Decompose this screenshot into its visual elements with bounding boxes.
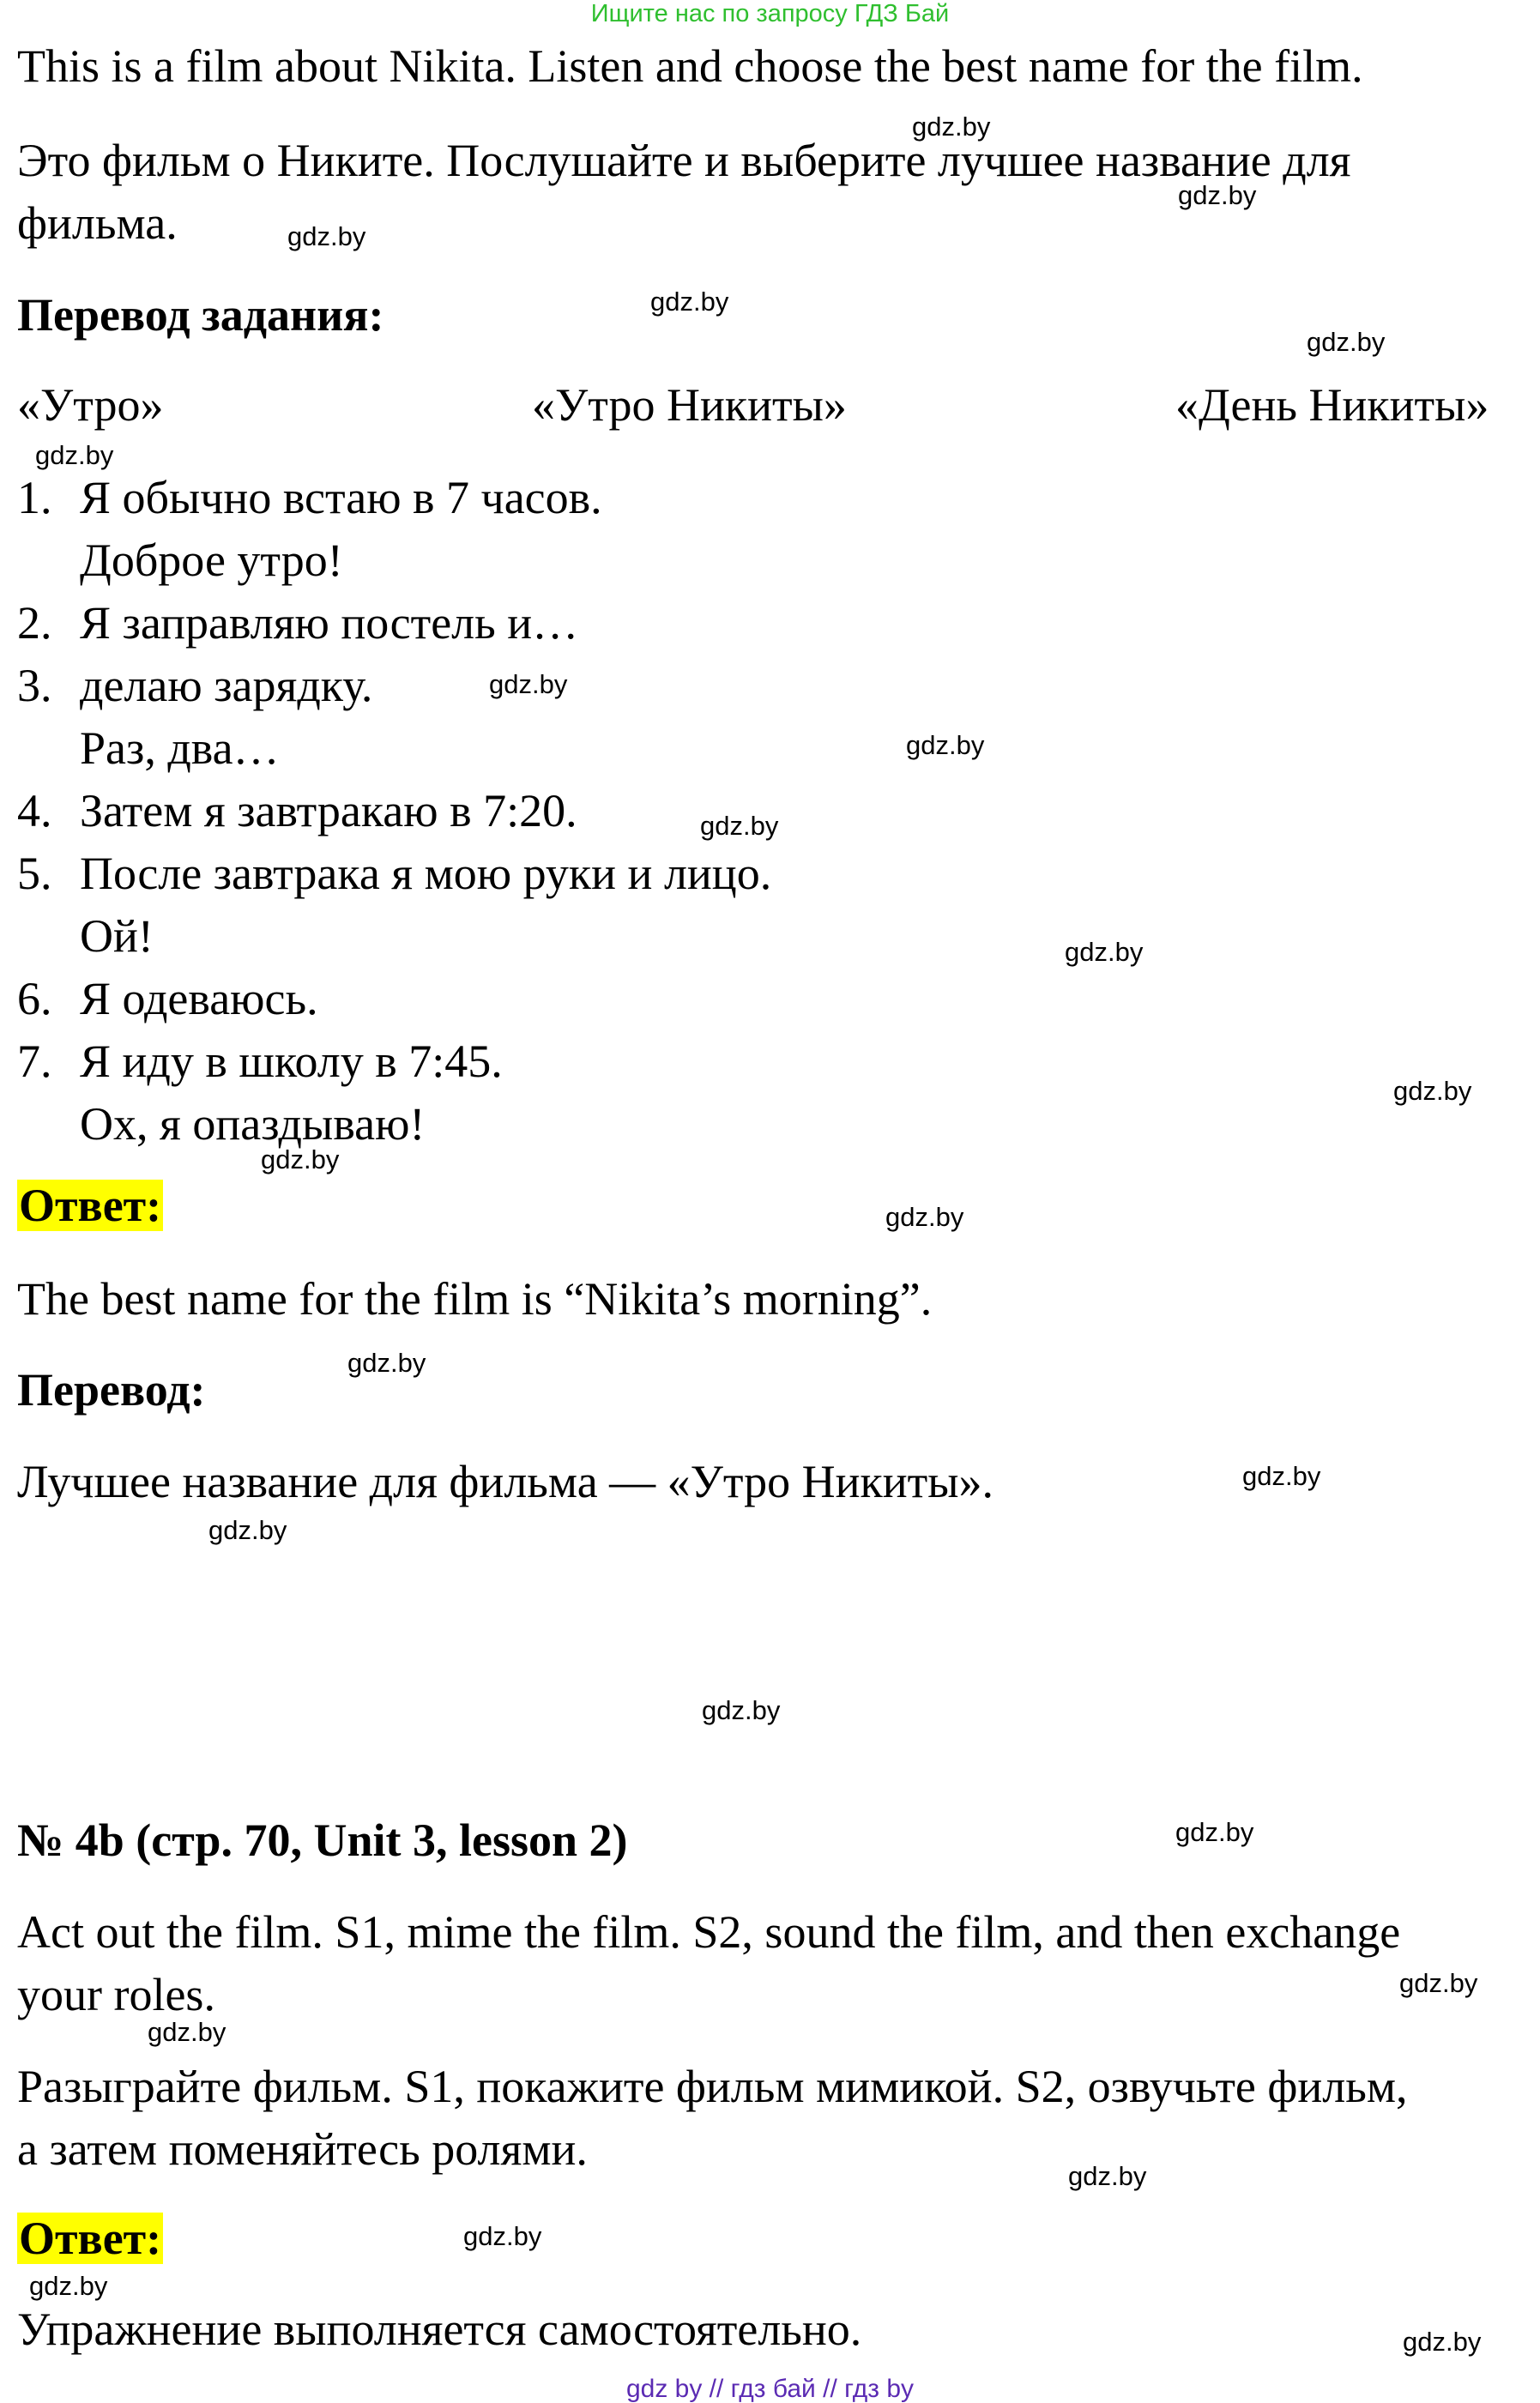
watermark: gdz.by xyxy=(1065,937,1144,967)
list-item: делаю зарядку. xyxy=(80,660,373,711)
translation-text: Лучшее название для фильма — «Утро Никиты». xyxy=(17,1456,994,1507)
list-item: Я обычно встаю в 7 часов. xyxy=(80,472,602,523)
task2-answer-text: Упражнение выполняется самостоятельно. xyxy=(17,2303,862,2355)
watermark: gdz.by xyxy=(912,112,991,142)
task2-instruction-en-line2: your roles. xyxy=(17,1969,215,2020)
task2-answer-label: Ответ: xyxy=(19,2213,162,2264)
list-item: Затем я завтракаю в 7:20. xyxy=(80,785,577,836)
list-item-continuation: Ой! xyxy=(80,910,154,962)
list-item: Я иду в школу в 7:45. xyxy=(80,1035,503,1087)
watermark: gdz.by xyxy=(347,1348,426,1378)
list-item: Я заправляю постель и… xyxy=(80,597,579,649)
watermark: gdz.by xyxy=(1399,1968,1478,1998)
option-3: «День Никиты» xyxy=(1175,379,1489,431)
top-banner[interactable]: Ищите нас по запросу ГДЗ Бай xyxy=(590,0,950,27)
list-number: 3. xyxy=(17,660,52,711)
watermark: gdz.by xyxy=(1403,2327,1482,2357)
task2-instruction-ru-line1: Разыграйте фильм. S1, покажите фильм мимикой. S2, озвучьте фильм, xyxy=(17,2061,1408,2112)
list-item-continuation: Раз, два… xyxy=(80,722,280,774)
watermark: gdz.by xyxy=(261,1144,340,1174)
option-1: «Утро» xyxy=(17,379,164,431)
watermark: gdz.by xyxy=(148,2017,226,2047)
list-number: 7. xyxy=(17,1035,52,1087)
watermark: gdz.by xyxy=(1068,2161,1147,2191)
watermark: gdz.by xyxy=(1178,180,1257,210)
watermark: gdz.by xyxy=(29,2271,108,2301)
list-number: 6. xyxy=(17,973,52,1024)
watermark: gdz.by xyxy=(489,669,568,699)
task1-instruction-ru-line1: Это фильм о Никите. Послушайте и выберите лучшее название для xyxy=(17,135,1351,186)
list-number: 1. xyxy=(17,472,52,523)
list-number: 4. xyxy=(17,785,52,836)
task1-instruction-en: This is a film about Nikita. Listen and choose the best name for the film. xyxy=(17,40,1363,92)
option-2: «Утро Никиты» xyxy=(532,379,847,431)
list-item: После завтрака я мою руки и лицо. xyxy=(80,848,772,899)
watermark: gdz.by xyxy=(650,287,729,317)
list-item-continuation: Ох, я опаздываю! xyxy=(80,1098,426,1150)
watermark: gdz.by xyxy=(287,221,366,251)
watermark: gdz.by xyxy=(1307,327,1386,357)
task2-instruction-en-line1: Act out the film. S1, mime the film. S2, sound the film, and then exchange xyxy=(17,1906,1401,1958)
watermark: gdz.by xyxy=(208,1515,287,1545)
answer-label: Ответ: xyxy=(19,1180,162,1231)
watermark: gdz.by xyxy=(885,1202,964,1232)
list-number: 5. xyxy=(17,848,52,899)
watermark: gdz.by xyxy=(35,440,114,470)
watermark: gdz.by xyxy=(702,1695,781,1725)
list-item-continuation: Доброе утро! xyxy=(80,534,343,586)
watermark: gdz.by xyxy=(1242,1461,1321,1491)
task2-instruction-ru-line2: а затем поменяйтесь ролями. xyxy=(17,2123,588,2175)
list-item: Я одеваюсь. xyxy=(80,973,318,1024)
translation-heading: Перевод задания: xyxy=(17,289,384,341)
watermark: gdz.by xyxy=(906,730,985,760)
watermark: gdz.by xyxy=(700,811,779,841)
task2-heading: № 4b (стр. 70, Unit 3, lesson 2) xyxy=(17,1814,628,1866)
task1-instruction-ru-line2: фильма. xyxy=(17,197,178,249)
list-number: 2. xyxy=(17,597,52,649)
translation-label: Перевод: xyxy=(17,1364,206,1416)
footer[interactable]: gdz by // гдз бай // гдз by xyxy=(625,2375,915,2403)
answer-text: The best name for the film is “Nikita’s morning”. xyxy=(17,1273,933,1325)
watermark: gdz.by xyxy=(1393,1076,1472,1106)
watermark: gdz.by xyxy=(1175,1817,1254,1847)
watermark: gdz.by xyxy=(463,2221,542,2251)
